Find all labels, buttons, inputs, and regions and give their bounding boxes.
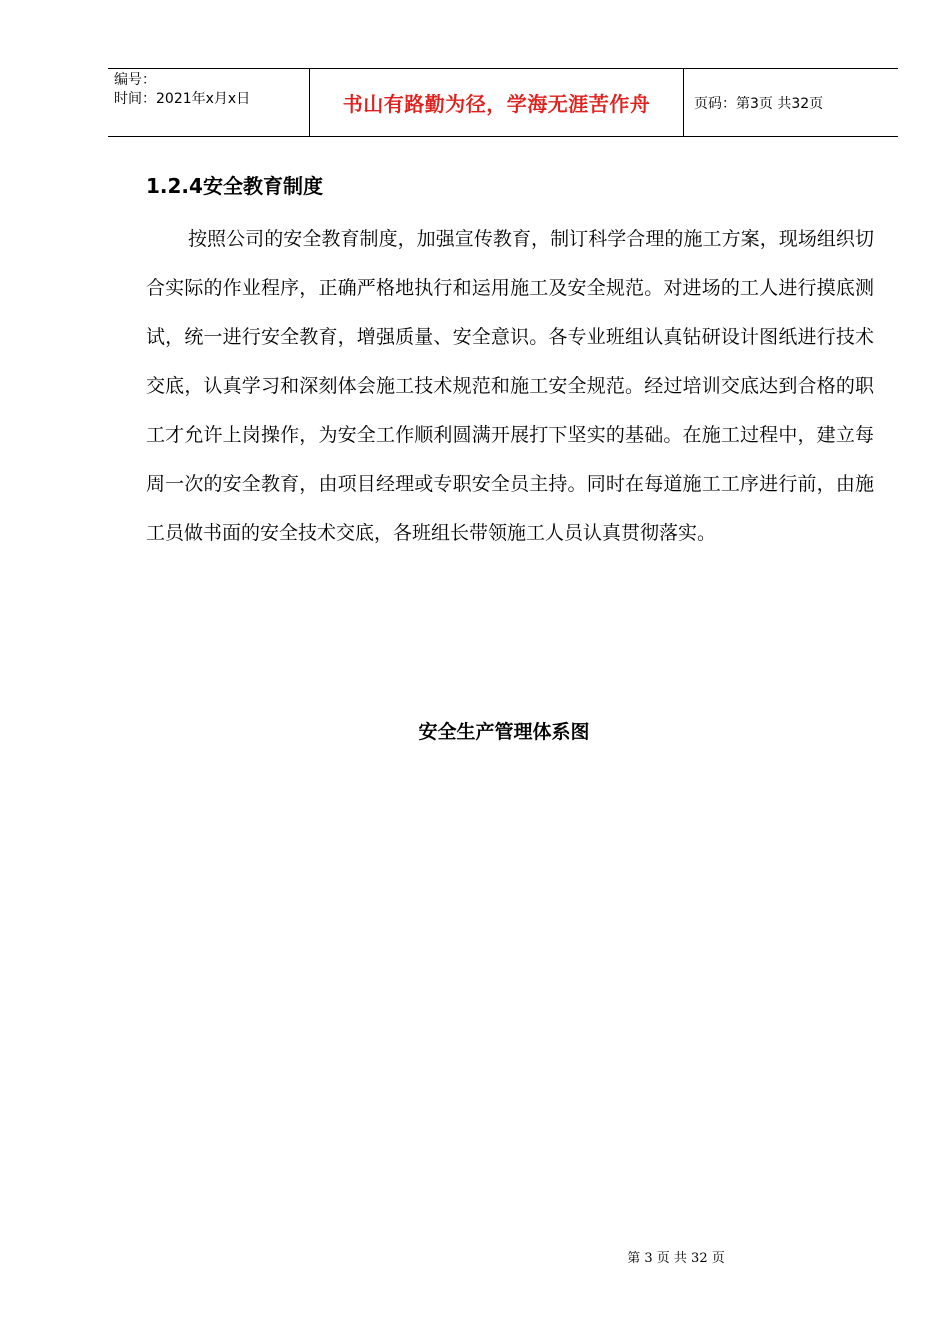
page-footer: [0, 1247, 950, 1266]
number-label: 编号：: [114, 72, 156, 88]
date-label: 时间：2021年x月x日: [114, 91, 251, 107]
body-paragraph: 按照公司的安全教育制度，加强宣传教育，制订科学合理的施工方案，现场组织切合实际的作业程序，正确严格地执行和运用施工及安全规范。对进场的工人进行摸底测试，统一进行安全教育，增强质量、安全意识。各专业班组认真钻研设计图纸进行技术交底，认真学习和深刻体会施工技术规范和施工安全规范。经过培训交底达到合格的职工才允许上岗操作，为安全工作顺利圆满开展打下坚实的基础。在施工过程中，建立每周一次的安全教育，由项目经理或专职安全员主持。同时在每道施工工序进行前，由施工员做书面的安全技术交底，各班组长带领施工人员认真贯彻落实。: [146, 228, 874, 544]
motto-text: 书山有路勤为径，学海无涯苦作舟: [342, 92, 651, 116]
document-header: [108, 68, 898, 137]
section-heading: 1.2.4安全教育制度: [146, 174, 323, 198]
footer-page-number: 第 3 页 共 32 页: [627, 1251, 725, 1266]
header-motto-cell: [310, 69, 684, 136]
diagram-title-text: 安全生产管理体系图: [418, 721, 590, 743]
page-info: 页码：第3页 共32页: [694, 95, 824, 112]
header-meta-cell: [108, 69, 310, 136]
diagram-title: [0, 717, 950, 744]
header-page-cell: [684, 69, 898, 136]
